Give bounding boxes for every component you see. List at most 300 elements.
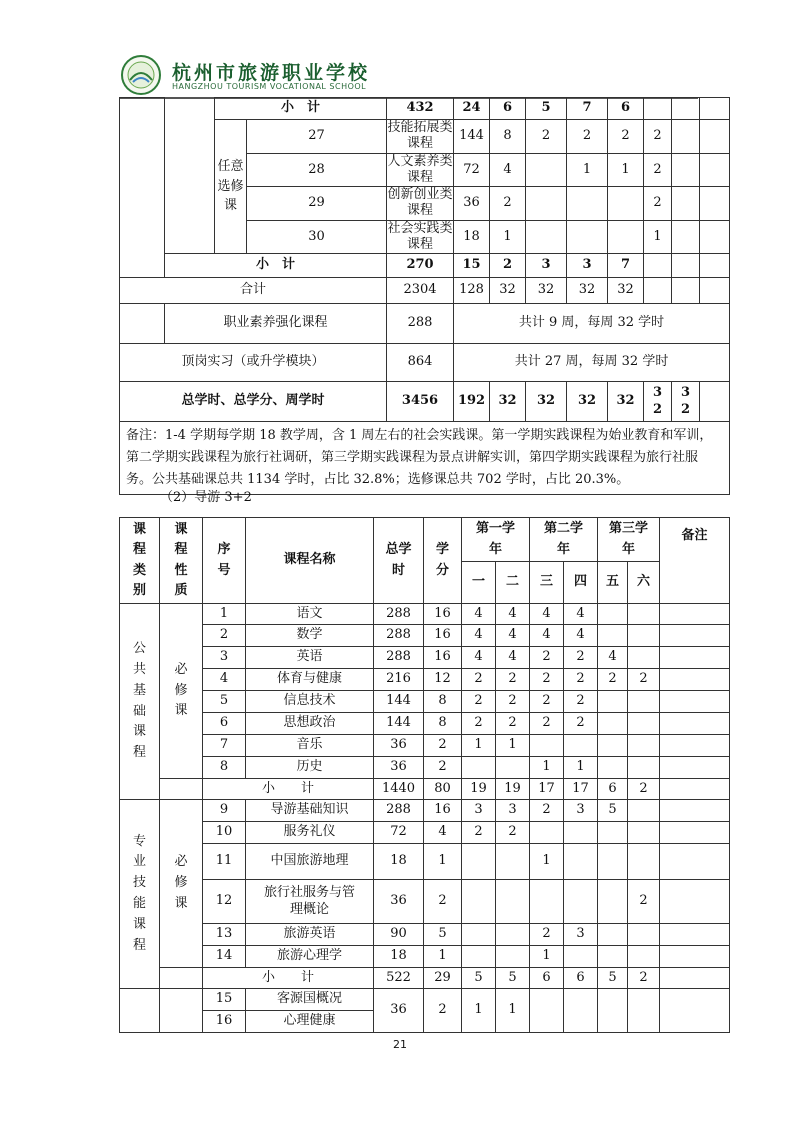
course-name: 思想政治 bbox=[246, 713, 374, 735]
semester-cell bbox=[496, 880, 530, 924]
semester-cell bbox=[672, 153, 700, 187]
hours-cell: 432 bbox=[387, 98, 454, 120]
table-row bbox=[120, 604, 730, 625]
header-semester: 三 bbox=[530, 562, 564, 604]
credits-cell: 4 bbox=[424, 822, 462, 844]
credits-cell: 29 bbox=[424, 968, 462, 989]
semester-cell: 2 bbox=[644, 120, 672, 154]
credits-cell: 2 bbox=[424, 880, 462, 924]
semester-cell: 1 bbox=[608, 153, 644, 187]
semester-cell: 32 bbox=[608, 278, 644, 304]
hours-cell: 144 bbox=[374, 691, 424, 713]
semester-cell bbox=[628, 691, 660, 713]
course-no: 29 bbox=[247, 187, 387, 221]
semester-cell: 6 bbox=[564, 968, 598, 989]
semester-cell bbox=[598, 989, 628, 1033]
remark-cell bbox=[700, 278, 730, 304]
hours-cell: 288 bbox=[387, 304, 454, 344]
semester-cell bbox=[700, 120, 730, 154]
semester-cell: 6 bbox=[598, 779, 628, 800]
category-cell bbox=[120, 304, 165, 344]
semester-cell: 2 bbox=[564, 691, 598, 713]
semester-cell bbox=[608, 220, 644, 254]
hours-cell: 864 bbox=[387, 344, 454, 382]
table-row bbox=[120, 946, 730, 968]
semester-cell: 3 bbox=[496, 800, 530, 822]
semester-cell bbox=[672, 220, 700, 254]
header-year3: 第三学 年 bbox=[598, 518, 660, 562]
remark-cell bbox=[660, 735, 730, 757]
semester-cell bbox=[598, 822, 628, 844]
semester-cell: 3 bbox=[564, 924, 598, 946]
credits-cell: 2 bbox=[490, 187, 526, 221]
remark-cell bbox=[660, 757, 730, 779]
quality-course-label: 职业素养强化课程 bbox=[165, 304, 387, 344]
subtotal-row bbox=[120, 779, 730, 800]
semester-cell: 5 bbox=[598, 968, 628, 989]
credits-cell: 1 bbox=[424, 946, 462, 968]
tour-guide-curriculum-table bbox=[119, 517, 730, 1033]
credits-cell: 16 bbox=[424, 604, 462, 625]
header-semester: 五 bbox=[598, 562, 628, 604]
semester-cell: 6 bbox=[608, 98, 644, 120]
course-no: 1 bbox=[203, 604, 246, 625]
semester-cell bbox=[462, 924, 496, 946]
credits-cell: 2 bbox=[424, 735, 462, 757]
semester-cell: 32 bbox=[567, 382, 608, 422]
semester-cell bbox=[564, 880, 598, 924]
semester-cell bbox=[700, 153, 730, 187]
table-header-row bbox=[120, 518, 730, 562]
semester-cell bbox=[526, 220, 567, 254]
table-note: 备注：1-4 学期每学期 18 教学周，含 1 周左右的社会实践课。第一学期实践课程为始业教育和军训，第二学期实践课程为旅行社调研，第三学期实践课程为景点讲解实训，第四学期实践课程为旅行社服务。公共基础课总共 1134 学时，占比 32.8%；选修课总共 702 学时，占比 20.3%。 bbox=[120, 422, 730, 495]
semester-cell bbox=[530, 880, 564, 924]
header-no: 序 号 bbox=[203, 518, 246, 604]
semester-cell: 2 bbox=[496, 691, 530, 713]
semester-cell: 2 bbox=[462, 713, 496, 735]
semester-cell: 7 bbox=[567, 98, 608, 120]
course-no: 30 bbox=[247, 220, 387, 254]
remark-cell bbox=[660, 924, 730, 946]
credits-cell: 16 bbox=[424, 625, 462, 647]
course-category: 专 业 技 能 课 程 bbox=[120, 800, 160, 989]
semester-cell: 19 bbox=[462, 779, 496, 800]
credits-cell: 2 bbox=[424, 757, 462, 779]
semester-cell bbox=[567, 187, 608, 221]
credits-cell: 15 bbox=[454, 254, 490, 278]
hours-cell: 18 bbox=[454, 220, 490, 254]
semester-cell bbox=[598, 691, 628, 713]
table-row bbox=[120, 254, 730, 278]
course-name: 英语 bbox=[246, 647, 374, 669]
table-row bbox=[120, 735, 730, 757]
semester-cell: 1 bbox=[462, 735, 496, 757]
semester-cell: 1 bbox=[530, 844, 564, 880]
semester-cell bbox=[530, 822, 564, 844]
semester-cell: 2 bbox=[608, 120, 644, 154]
semester-cell: 2 bbox=[530, 647, 564, 669]
course-no: 2 bbox=[203, 625, 246, 647]
semester-cell: 3 2 bbox=[644, 382, 672, 422]
semester-cell bbox=[598, 713, 628, 735]
semester-cell: 5 bbox=[496, 968, 530, 989]
remark-cell bbox=[660, 625, 730, 647]
semester-cell bbox=[628, 604, 660, 625]
remark-cell bbox=[660, 880, 730, 924]
hours-cell: 288 bbox=[374, 800, 424, 822]
remark-cell bbox=[660, 647, 730, 669]
nature-cell bbox=[160, 779, 203, 800]
semester-cell bbox=[672, 278, 700, 304]
semester-cell: 3 bbox=[526, 254, 567, 278]
header-remark: 备注 bbox=[660, 518, 730, 604]
semester-cell: 2 bbox=[644, 187, 672, 221]
quality-course-desc: 共计 9 周，每周 32 学时 bbox=[454, 304, 730, 344]
semester-cell: 2 bbox=[526, 120, 567, 154]
header-semester: 二 bbox=[496, 562, 530, 604]
semester-cell bbox=[700, 187, 730, 221]
semester-cell: 1 bbox=[644, 220, 672, 254]
semester-cell bbox=[628, 625, 660, 647]
section-caption: （2）导游 3+2 bbox=[160, 490, 252, 505]
semester-cell bbox=[496, 946, 530, 968]
semester-cell bbox=[598, 604, 628, 625]
semester-cell: 2 bbox=[530, 924, 564, 946]
semester-cell: 4 bbox=[462, 604, 496, 625]
credits-cell: 12 bbox=[424, 669, 462, 691]
semester-cell bbox=[628, 713, 660, 735]
hours-cell: 270 bbox=[387, 254, 454, 278]
semester-cell bbox=[462, 880, 496, 924]
semester-cell: 32 bbox=[526, 278, 567, 304]
semester-cell bbox=[598, 757, 628, 779]
course-name: 人文素养类课程 bbox=[387, 153, 453, 185]
remark-cell bbox=[660, 989, 730, 1033]
semester-cell bbox=[598, 844, 628, 880]
hours-cell: 1440 bbox=[374, 779, 424, 800]
semester-cell: 2 bbox=[564, 713, 598, 735]
course-name: 音乐 bbox=[246, 735, 374, 757]
semester-cell: 2 bbox=[490, 254, 526, 278]
semester-cell: 2 bbox=[628, 968, 660, 989]
grand-total-label: 总学时、总学分、周学时 bbox=[120, 382, 387, 422]
semester-cell: 2 bbox=[530, 691, 564, 713]
course-name: 语文 bbox=[246, 604, 374, 625]
semester-cell: 1 bbox=[462, 989, 496, 1033]
semester-cell bbox=[628, 924, 660, 946]
semester-cell: 2 bbox=[462, 822, 496, 844]
page-number: 21 bbox=[393, 1038, 407, 1051]
semester-cell: 4 bbox=[564, 625, 598, 647]
table-row bbox=[120, 625, 730, 647]
semester-cell: 17 bbox=[564, 779, 598, 800]
course-no: 5 bbox=[203, 691, 246, 713]
semester-cell: 2 bbox=[530, 800, 564, 822]
page-header bbox=[120, 52, 700, 98]
semester-cell: 3 2 bbox=[672, 382, 700, 422]
semester-cell: 5 bbox=[462, 968, 496, 989]
course-nature: 必 修 课 bbox=[160, 604, 203, 779]
hours-cell: 36 bbox=[374, 989, 424, 1033]
header-nature: 课 程 性 质 bbox=[160, 518, 203, 604]
semester-cell: 4 bbox=[598, 647, 628, 669]
public-rows bbox=[120, 604, 730, 800]
table-row bbox=[120, 669, 730, 691]
credits-cell: 16 bbox=[424, 800, 462, 822]
semester-cell: 1 bbox=[567, 153, 608, 187]
semester-cell bbox=[644, 278, 672, 304]
semester-cell bbox=[608, 187, 644, 221]
semester-cell bbox=[496, 924, 530, 946]
remark-cell bbox=[660, 691, 730, 713]
course-name: 信息技术 bbox=[246, 691, 374, 713]
remark-cell bbox=[660, 800, 730, 822]
semester-cell: 17 bbox=[530, 779, 564, 800]
semester-cell: 2 bbox=[628, 880, 660, 924]
semester-cell: 4 bbox=[496, 604, 530, 625]
course-name: 导游基础知识 bbox=[246, 800, 374, 822]
hours-cell: 522 bbox=[374, 968, 424, 989]
semester-cell bbox=[672, 187, 700, 221]
hours-cell: 288 bbox=[374, 604, 424, 625]
school-name-cn: 杭州市旅游职业学校 bbox=[172, 62, 371, 84]
table-row bbox=[120, 304, 730, 344]
credits-cell: 128 bbox=[454, 278, 490, 304]
hours-cell: 36 bbox=[454, 187, 490, 221]
semester-cell: 2 bbox=[567, 120, 608, 154]
hours-cell: 36 bbox=[374, 735, 424, 757]
semester-cell: 2 bbox=[564, 669, 598, 691]
semester-cell: 5 bbox=[526, 98, 567, 120]
remark-cell bbox=[700, 254, 730, 278]
credits-cell: 8 bbox=[424, 691, 462, 713]
table-row bbox=[120, 98, 730, 120]
table-row bbox=[120, 844, 730, 880]
semester-cell bbox=[628, 800, 660, 822]
course-no: 7 bbox=[203, 735, 246, 757]
total-label: 合计 bbox=[120, 278, 387, 304]
hours-cell: 216 bbox=[374, 669, 424, 691]
credits-cell: 5 bbox=[424, 924, 462, 946]
semester-cell bbox=[526, 187, 567, 221]
hours-cell: 36 bbox=[374, 757, 424, 779]
course-no: 14 bbox=[203, 946, 246, 968]
course-name: 旅游心理学 bbox=[246, 946, 374, 968]
course-name: 社会实践类课程 bbox=[387, 220, 453, 252]
credits-cell: 8 bbox=[424, 713, 462, 735]
subtotal-row bbox=[120, 968, 730, 989]
course-no: 10 bbox=[203, 822, 246, 844]
table-row bbox=[120, 713, 730, 735]
table-row bbox=[120, 822, 730, 844]
semester-cell bbox=[526, 153, 567, 187]
course-name: 心理健康 bbox=[246, 1011, 374, 1033]
semester-cell bbox=[564, 989, 598, 1033]
remark-cell bbox=[660, 779, 730, 800]
semester-cell: 1 bbox=[496, 989, 530, 1033]
credits-cell: 8 bbox=[490, 120, 526, 154]
semester-cell: 32 bbox=[490, 278, 526, 304]
semester-cell bbox=[628, 757, 660, 779]
semester-cell: 6 bbox=[530, 968, 564, 989]
course-no: 4 bbox=[203, 669, 246, 691]
nature-cell bbox=[160, 968, 203, 989]
semester-cell bbox=[628, 647, 660, 669]
semester-cell: 4 bbox=[564, 604, 598, 625]
semester-cell bbox=[628, 946, 660, 968]
table-row bbox=[120, 647, 730, 669]
semester-cell bbox=[564, 822, 598, 844]
semester-cell bbox=[462, 844, 496, 880]
semester-cell: 5 bbox=[598, 800, 628, 822]
subtotal-label: 小 计 bbox=[203, 968, 374, 989]
semester-cell bbox=[462, 946, 496, 968]
internship-desc: 共计 27 周，每周 32 学时 bbox=[454, 344, 730, 382]
semester-cell: 2 bbox=[496, 713, 530, 735]
hours-cell: 288 bbox=[374, 647, 424, 669]
semester-cell: 2 bbox=[496, 822, 530, 844]
course-no: 12 bbox=[203, 880, 246, 924]
semester-cell: 7 bbox=[608, 254, 644, 278]
semester-cell: 3 bbox=[564, 800, 598, 822]
course-nature bbox=[160, 989, 203, 1033]
hours-cell: 72 bbox=[374, 822, 424, 844]
table-row bbox=[120, 757, 730, 779]
semester-cell: 4 bbox=[462, 625, 496, 647]
hours-cell: 3456 bbox=[387, 382, 454, 422]
course-name: 历史 bbox=[246, 757, 374, 779]
course-no: 8 bbox=[203, 757, 246, 779]
table-row bbox=[120, 691, 730, 713]
semester-cell: 6 bbox=[490, 98, 526, 120]
remark-cell bbox=[660, 844, 730, 880]
hours-cell: 2304 bbox=[387, 278, 454, 304]
semester-cell: 2 bbox=[564, 647, 598, 669]
course-name: 旅游英语 bbox=[246, 924, 374, 946]
course-no: 15 bbox=[203, 989, 246, 1011]
semester-cell bbox=[628, 822, 660, 844]
curriculum-table-continued bbox=[119, 97, 730, 495]
semester-cell: 32 bbox=[567, 278, 608, 304]
header-course-name: 课程名称 bbox=[246, 518, 374, 604]
hours-cell: 18 bbox=[374, 844, 424, 880]
semester-cell: 4 bbox=[496, 647, 530, 669]
semester-cell: 32 bbox=[526, 382, 567, 422]
remark-cell bbox=[700, 98, 730, 120]
semester-cell bbox=[672, 120, 700, 154]
semester-cell: 1 bbox=[496, 735, 530, 757]
table-row bbox=[120, 344, 730, 382]
semester-cell bbox=[598, 735, 628, 757]
credits-cell: 1 bbox=[490, 220, 526, 254]
course-name: 旅行社服务与管 理概论 bbox=[246, 880, 374, 924]
semester-cell bbox=[567, 220, 608, 254]
semester-cell: 1 bbox=[530, 946, 564, 968]
course-name: 技能拓展类课程 bbox=[387, 120, 453, 152]
nature-cell bbox=[165, 98, 215, 254]
semester-cell: 4 bbox=[462, 647, 496, 669]
semester-cell: 2 bbox=[644, 153, 672, 187]
remark-cell bbox=[660, 669, 730, 691]
semester-cell bbox=[644, 254, 672, 278]
semester-cell bbox=[644, 98, 672, 120]
elective-category: 任意 选修 课 bbox=[215, 120, 247, 254]
hours-cell: 18 bbox=[374, 946, 424, 968]
semester-cell bbox=[628, 989, 660, 1033]
course-name: 中国旅游地理 bbox=[246, 844, 374, 880]
course-no: 11 bbox=[203, 844, 246, 880]
school-logo-icon bbox=[120, 54, 162, 96]
course-name: 数学 bbox=[246, 625, 374, 647]
course-no: 13 bbox=[203, 924, 246, 946]
course-no: 3 bbox=[203, 647, 246, 669]
semester-cell: 32 bbox=[490, 382, 526, 422]
header-semester: 六 bbox=[628, 562, 660, 604]
hours-cell: 72 bbox=[454, 153, 490, 187]
hours-cell: 144 bbox=[454, 120, 490, 154]
semester-cell bbox=[496, 844, 530, 880]
semester-cell bbox=[628, 844, 660, 880]
remark-cell bbox=[660, 713, 730, 735]
course-no: 28 bbox=[247, 153, 387, 187]
subtotal-label: 小 计 bbox=[203, 779, 374, 800]
extra-rows bbox=[120, 989, 730, 1033]
remark-cell bbox=[700, 382, 730, 422]
course-category bbox=[120, 989, 160, 1033]
remark-cell bbox=[660, 822, 730, 844]
professional-rows bbox=[120, 800, 730, 989]
course-name: 客源国概况 bbox=[246, 989, 374, 1011]
semester-cell: 2 bbox=[496, 669, 530, 691]
semester-cell: 3 bbox=[567, 254, 608, 278]
semester-cell: 2 bbox=[598, 669, 628, 691]
header-semester: 四 bbox=[564, 562, 598, 604]
semester-cell bbox=[496, 757, 530, 779]
semester-cell bbox=[462, 757, 496, 779]
credits-cell: 16 bbox=[424, 647, 462, 669]
course-no: 27 bbox=[247, 120, 387, 154]
hours-cell: 90 bbox=[374, 924, 424, 946]
remark-cell bbox=[660, 946, 730, 968]
credits-cell: 1 bbox=[424, 844, 462, 880]
semester-cell bbox=[598, 946, 628, 968]
semester-cell: 4 bbox=[530, 625, 564, 647]
header-hours: 总学 时 bbox=[374, 518, 424, 604]
table-row bbox=[120, 924, 730, 946]
subtotal-label: 小 计 bbox=[215, 98, 387, 120]
header-semester: 一 bbox=[462, 562, 496, 604]
semester-cell: 2 bbox=[462, 691, 496, 713]
course-name: 创新创业类课程 bbox=[387, 187, 453, 219]
semester-cell bbox=[628, 735, 660, 757]
table-row bbox=[120, 880, 730, 924]
table-row bbox=[120, 800, 730, 822]
semester-cell: 19 bbox=[496, 779, 530, 800]
remark-cell bbox=[660, 968, 730, 989]
category-cell bbox=[120, 98, 165, 278]
internship-label: 顶岗实习（或升学模块） bbox=[120, 344, 387, 382]
semester-cell bbox=[598, 880, 628, 924]
table-row bbox=[120, 422, 730, 495]
semester-cell: 1 bbox=[530, 757, 564, 779]
hours-cell: 144 bbox=[374, 713, 424, 735]
hours-cell: 288 bbox=[374, 625, 424, 647]
semester-cell bbox=[672, 254, 700, 278]
semester-cell: 2 bbox=[462, 669, 496, 691]
semester-cell: 2 bbox=[530, 713, 564, 735]
semester-cell bbox=[672, 98, 700, 120]
course-name: 体育与健康 bbox=[246, 669, 374, 691]
